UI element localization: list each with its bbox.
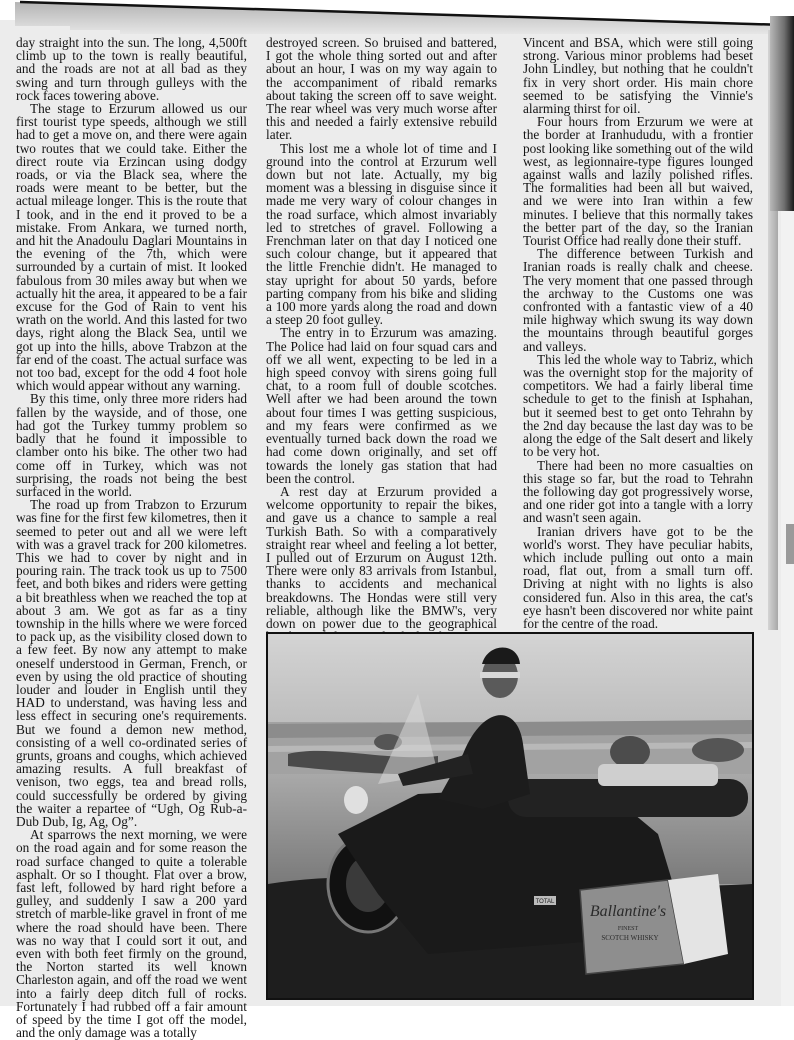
paragraph: There had been no more casualties on this stage so far, but the road to Tehrahn the following day got progressively worse, and one rider got into a tangle with a lorry and wasn't seen again. bbox=[523, 457, 753, 526]
box-label: FINEST bbox=[617, 926, 639, 932]
paragraph: A rest day at Erzurum provided a welcome opportunity to repair the bikes, and gave us a chance to sample a real Turkish Bath. So with a comparatively straight rear wheel and feeling a lot better, I pulled out of Erzurum on August 12th. There were only 83 arrivals from Istanbul, thanks to accidents and mechanical breakdowns. The Hondas were still very reliable, although like the BMW's, very down on power due to the geographical bbox=[266, 483, 497, 631]
paragraph: The difference between Turkish and Iranian roads is really chalk and cheese. The very moment that one passed through the archway to the Customs one was confronted with a fantastic view of a 40 mile highway which swung its way down the mountains through beautiful gorges and valleys. bbox=[523, 246, 753, 354]
paragraph: Vincent and BSA, which were still going strong. Various minor problems had beset John Lindley, but nothing that he couldn't fix in very short order. His main chore seemed to be satisfying the Vinnie's alarming thirst for oil. bbox=[523, 35, 753, 117]
svg-text:TOTAL: TOTAL bbox=[535, 899, 555, 905]
paragraph: This lost me a whole lot of time and I ground into the control at Erzurum well down but not late. Actually, my big moment was a blessing in disguise since it made me very wary of colour changes in the road surface, which almost invariably led to stretches of gravel. Following a Frenchman later on that day I noticed one such colour change, but it appeared that the little Frenchie didn't. He managed to stay upright for about 50 yards, before parting company from his bike and sliding a 100 more yards along the road and down a steep 20 foot gulley. bbox=[266, 140, 497, 328]
page-top-edge bbox=[0, 0, 794, 34]
paragraph: The road up from Trabzon to Erzurum was fine for the first few kilometres, then it seemed to peter out and all we were left with was a gravel track for 200 kilometres. This we had to cover by night and in pouring rain. The track took us up to 7500 feet, and both bikes and riders were getting a bit breathless when we reached the top at about 3 am. We got as far as a tiny township in the hills where we were forced to pack up, as the visibility closed down to a few feet. By now any attempt to make oneself understood in German, French, or even by using the old practice of shouting louder and louder in English until they HAD to understand, was having less and less effect in securing one's requirements. But we found a demon new method, consisting of a well co-ordinated series of grunts, groans and coughs, which achieved amazing results. A full breakfast of venison, two eggs, tea and bread rolls, could successfully be ordered by giving the waiter a repartee of “Ugh, Og Rub-a-Dub Dub, Ig, Ag, Og”. bbox=[16, 497, 247, 829]
paragraph: The stage to Erzurum allowed us our first tourist type speeds, although we still had to get a move on, and there were again two routes that we could take. Either the direct route via Erzincan using dodgy roads, or via the Black sea, where the roads were meant to be better, but the actual mileage longer. This is the route that I took, and in the end it proved to be a mistake. From Ankara, we turned north, and hit the Anadoulu Daglari Mountains in the evening of the 7th, which were surrounded by a curtain of mist. It looked fabulous from 30 miles away but when we actually hit the area, it appeared to be a fair excuse for the God of Rain to vent his wrath on the world. And this lasted for two days, right along the Black Sea, until we got up into the hills, above Trabzon at the far end of the coast. The actual surface was not too bad, except for the odd 4 foot hole which would appear without any warning. bbox=[16, 101, 247, 394]
paragraph: The entry in to Erzurum was amazing. The Police had laid on four squad cars and off we all went, expecting to be led in a high speed convoy with sirens going full chat, to a room full of double scotches. Well after we had been around the town about four times I was getting suspicious, and my fears were confirmed as we eventually turned back down the road we had come down originally, and set off towards the lonely gas station that had been the control. bbox=[266, 325, 497, 486]
photo-illustration bbox=[268, 634, 752, 998]
tree bbox=[692, 738, 744, 762]
paragraph: Iranian drivers have got to be the world's worst. They have peculiar habits, which include pulling out onto a main road, flat out, from a small turn off. Driving at night with no lights is also considered fun. Also in this area, the cat's eye hasn't been discovered nor white paint for the centre of the road. bbox=[523, 523, 753, 631]
paragraph: By this time, only three more riders had fallen by the wayside, and of those, one had got the Turkey tummy problem so badly that he found it impossible to clamber onto his bike. The other two had come off in Turkey, which was not surprising, the roads not being the best surfaced in the world. bbox=[16, 391, 247, 499]
paragraph: destroyed screen. So bruised and battered, I got the whole thing sorted out and after about an hour, I was on my way again to the accompaniment of ribald remarks about taking the screen off to save weight. The rear wheel was very much worse after this and needed a fairly extensive rebuild later. bbox=[266, 35, 497, 143]
page-binding-shadow bbox=[770, 16, 794, 211]
article-column-3 bbox=[523, 36, 753, 644]
scan-margin-right bbox=[781, 211, 794, 1006]
headlight bbox=[344, 786, 368, 814]
paragraph: This led the whole way to Tabriz, which was the overnight stop for the majority of competitors. We had a fairly liberal time schedule to get to the finish at Isphahan, but it seemed best to get onto Tehrahn by the 2nd day because the last day was to be along the edge of the Salt desert and likely to be very hot. bbox=[523, 351, 753, 460]
tree bbox=[610, 736, 650, 768]
paragraph: Four hours from Erzurum we were at the border at Iranhududu, with a frontier post looking like something out of the wild west, as legionnaire-type figures lounged against walls and lazily polished rifles. The formalities had been all but waived, and we were into Iran within a few minutes. I believe that this normally takes the better part of the day, so the Iranian Tourist Office had really done their stuff. bbox=[523, 114, 753, 249]
goggles bbox=[480, 672, 520, 678]
paragraph: day straight into the sun. The long, 4,500ft climb up to the town is really beautiful, and the roads are not at all bad as they swing and turn through gulleys with the rock faces towering above. bbox=[16, 35, 247, 103]
article-column-2 bbox=[266, 36, 497, 670]
box-label: SCOTCH WHISKY bbox=[601, 934, 659, 942]
paragraph: At sparrows the next morning, we were on the road again and for some reason the road surface changed to quite a tolerable asphalt. Or so I thought. Flat over a brow, fast left, followed by hard right before a gulley, and suddenly I saw a 200 yard stretch of marble-like gravel in front of me where the road should have been. There was no way that I could sort it out, and even with both feet firmly on the ground, the Norton started its well known Charleston again, and off the road we went into a fairly deep ditch full of rocks. Fortunately I had rubbed off a fair amount of speed by the time I got off the model, and the only damage was a totally bbox=[16, 827, 247, 1040]
motorcycle-photo bbox=[266, 632, 754, 1000]
box-label: Ballantine's bbox=[589, 903, 667, 920]
article-column-1 bbox=[16, 36, 247, 1039]
page-tab-mark bbox=[786, 524, 794, 564]
